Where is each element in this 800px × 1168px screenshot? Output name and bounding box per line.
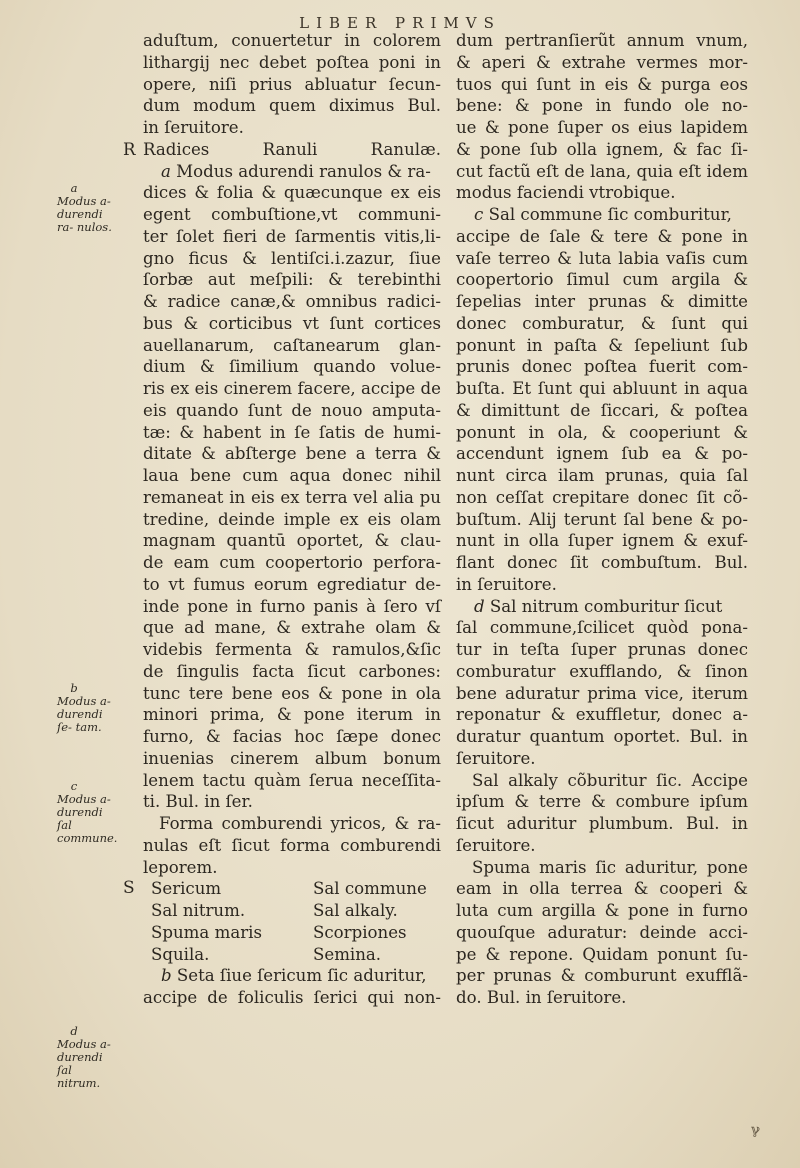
left-line: tunc tere bene eos & pone in ola (143, 683, 441, 703)
right-line: reponatur & exuffletur, donec a- (456, 705, 748, 725)
right-line: modus faciendi vtrobique. (456, 183, 676, 203)
right-line: duratur quantum oportet. Bul. in (456, 727, 748, 746)
left-line: ter ſolet fieri de ſarmentis vitis,li- (143, 226, 441, 246)
left-line: dices & folia & quæcunque ex eis (143, 183, 441, 203)
recipe-word: Ranulæ. (370, 139, 441, 159)
right-line: nunt circa ilam prunas, quia ſal (456, 466, 748, 485)
left-line: & radice canæ,& omnibus radici- (143, 292, 441, 311)
left-line: egent combuſtione,vt communi- (143, 205, 441, 224)
right-line: cut factũ eſt de lana, quia eſt idem (456, 161, 748, 181)
left-line: opere, niſi prius abluatur ſecun- (143, 74, 441, 94)
left-line: furno, & facias hoc ſæpe donec (143, 727, 441, 746)
right-line: ſicut aduritur plumbum. Bul. in (456, 814, 748, 833)
left-line: eis quando ſunt de nouo amputa- (143, 400, 441, 420)
recipe-symbol: R (123, 139, 136, 159)
right-line: do. Bul. in ſeruitore. (456, 988, 627, 1007)
right-line: comburatur exufflando, & ſinon (456, 661, 748, 681)
left-line: ſorbæ aut meſpili: & terebinthi (143, 270, 441, 290)
running-head: LIBER PRIMVS (299, 14, 501, 32)
left-line: nulas eſt ſicut forma comburendi (143, 835, 441, 855)
right-line: accendunt ignem ſub ea & po- (456, 444, 748, 464)
ingredient-item: Spuma maris (151, 922, 262, 942)
ingredient-item: Sal alkaly. (313, 901, 398, 920)
left-line: Forma comburendi yricos, & ra- (159, 814, 441, 833)
left-line: inde pone in furno panis à ſero vſ (143, 596, 441, 616)
margin-key: d (70, 1024, 78, 1038)
left-line: to vt fumus eorum egrediatur de- (143, 574, 441, 594)
left-line: magnam quantū oportet, & clau- (143, 531, 441, 551)
ingredient-row (143, 878, 441, 900)
left-line (143, 161, 441, 183)
left-line: dum modum quem diximus Bul. (143, 96, 441, 116)
recipe-word: Radices (143, 139, 210, 159)
left-line: minori prima, & pone iterum in (143, 705, 441, 725)
right-line: pe & repone. Quidam ponunt ſu- (456, 944, 748, 964)
right-line: buſtum. Alij terunt ſal bene & po- (456, 509, 748, 529)
margin-text: Modus a- durendi ſal commune. (57, 792, 118, 845)
left-line: laua bene cum aqua donec nihil (143, 466, 441, 485)
ingredient-item: Squila. (151, 944, 210, 964)
right-line: ue & pone ſuper os eius lapidem (456, 118, 748, 137)
left-line: remaneat in eis ex terra vel alia pu (143, 487, 441, 507)
right-line: buſta. Et ſunt qui abluunt in aqua (456, 379, 748, 398)
right-line: & pone ſub olla ignem, & fac ſi- (456, 139, 748, 159)
right-line (456, 596, 748, 618)
left-line: leporem. (143, 857, 218, 877)
left-line: tredine, deinde imple ex eis olam (143, 509, 441, 529)
margin-key: c (70, 779, 78, 793)
left-line: bus & corticibus vt ſunt cortices (143, 313, 441, 333)
right-line: non ceſſat crepitare donec ſit cõ- (456, 487, 748, 507)
right-line: ſeruitore. (456, 835, 536, 855)
ingredient-row (143, 922, 441, 944)
left-column (123, 30, 441, 1009)
right-line: ipſum & terre & combure ipſum (456, 792, 748, 812)
right-line: ſepelias inter prunas & dimitte (456, 292, 748, 311)
left-line: inuenias cinerem album bonum (143, 748, 441, 768)
margin-note-a (57, 182, 141, 234)
left-tail-line: accipe de foliculis ſerici qui non- (143, 988, 441, 1007)
left-line: dium & ſimilium quando volue- (143, 357, 441, 377)
right-line: bene: & pone in fundo ole no- (456, 96, 748, 116)
left-text-block (123, 30, 441, 878)
right-line: quouſque aduratur: deinde acci- (456, 922, 748, 942)
left-line: de eam cum coopertorio perfora- (143, 553, 441, 572)
margin-note-d (57, 1025, 141, 1090)
right-line: coopertorio ſimul cum argila & (456, 270, 748, 290)
right-column (456, 30, 748, 1009)
line-text: Sal commune ſic comburitur, (483, 205, 732, 224)
recipe-symbol-s: S (123, 878, 135, 899)
margin-note-c (57, 780, 141, 845)
right-line: dum pertranſierũt annum vnum, (456, 31, 748, 50)
margin-key: a (70, 181, 78, 195)
note-key-b: b (161, 966, 177, 986)
left-line: gno ficus & lentiſci.i.zazur, ſiue (143, 248, 441, 268)
right-line: luta cum argilla & pone in furno (456, 901, 748, 920)
right-line: & dimittunt de ſiccari, & poſtea (456, 400, 748, 420)
line-text: Seta ſiue ſericum ſic aduritur, (176, 966, 427, 986)
right-line: nunt in olla ſuper ignem & exuf- (456, 531, 748, 551)
note-key: c (474, 205, 484, 224)
right-line: in ſeruitore. (456, 574, 557, 594)
margin-key: b (70, 681, 78, 695)
line-text: Sal nitrum comburitur ſicut (484, 596, 723, 616)
left-line: que ad mane, & extrahe olam & (143, 618, 441, 638)
right-line: tuos qui ſunt in eis & purga eos (456, 74, 748, 94)
note-key: d (474, 596, 485, 616)
right-text-block (456, 30, 748, 1009)
right-line: flant donec ſit combuſtum. Bul. (456, 553, 748, 572)
right-line: ſeruitore. (456, 748, 536, 768)
left-line: ditate & abſterge bene a terra & (143, 444, 441, 464)
note-key-a: a (161, 161, 177, 181)
right-line: tur in teſta ſuper prunas donec (456, 640, 748, 659)
left-line (123, 139, 441, 161)
left-line: ti. Bul. in ſer. (143, 792, 253, 812)
left-line: de ſingulis facta ſicut carbones: (143, 661, 441, 681)
left-tail-line (143, 965, 441, 987)
left-line: ris ex eis cinerem facere, accipe de (143, 379, 441, 398)
left-line: auellanarum, caſtanearum glan- (143, 335, 441, 355)
ingredient-row (143, 944, 441, 966)
right-line (456, 204, 748, 226)
right-line: & aperi & extrahe vermes mor- (456, 52, 748, 72)
left-tail-block (143, 965, 441, 1009)
left-line: in ſeruitore. (143, 118, 244, 137)
right-line: bene aduratur prima vice, iterum (456, 683, 748, 703)
margin-text: Modus a- durendi ſe- tam. (57, 694, 111, 734)
right-line: prunis donec poſtea fuerit com- (456, 357, 748, 377)
left-line: aduſtum, conuertetur in colorem (143, 31, 441, 50)
recipe-word: Ranuli (262, 139, 318, 159)
ingredient-item: Semina. (313, 944, 382, 964)
ingredient-item: Scorpiones (313, 922, 407, 942)
right-line: accipe de ſale & tere & pone in (456, 226, 748, 246)
ingredient-item: Sericum (151, 879, 222, 899)
right-line: eam in olla terrea & cooperi & (456, 879, 748, 899)
right-line: vaſe terreo & luta labia vaſis cum (456, 248, 748, 268)
left-line: lithargij nec debet poſtea poni in (143, 52, 441, 72)
left-line: lenem tactu quàm ſerua neceſſita- (143, 770, 441, 790)
right-line: ponunt in paſta & ſepeliunt ſub (456, 335, 748, 355)
left-line: videbis fermenta & ramulos,&ſic (143, 640, 441, 659)
ingredient-row (143, 900, 441, 922)
ingredient-item: Sal nitrum. (151, 901, 246, 920)
margin-text: Modus a- durendi ra- nulos. (57, 194, 112, 234)
right-line: donec comburatur, & ſunt qui (456, 313, 748, 333)
right-line: per prunas & comburunt exufflã- (456, 966, 748, 986)
ingredient-item: Sal commune (313, 879, 427, 899)
bottom-mark: ℽ (750, 1122, 760, 1138)
right-line: ponunt in ola, & cooperiunt & (456, 422, 748, 442)
right-line: Sal alkaly cõburitur ſic. Accipe (472, 770, 748, 790)
right-line: Spuma maris ſic aduritur, pone (472, 857, 748, 877)
ingredient-list (123, 878, 441, 965)
margin-note-b (57, 682, 141, 734)
right-line: ſal commune,ſcilicet quòd pona- (456, 618, 748, 638)
line-text: Modus adurendi ranulos & ra- (176, 161, 431, 181)
margin-text: Modus a- durendi ſal nitrum. (57, 1037, 111, 1090)
left-line: tæ: & habent in ſe ſatis de humi- (143, 422, 441, 442)
